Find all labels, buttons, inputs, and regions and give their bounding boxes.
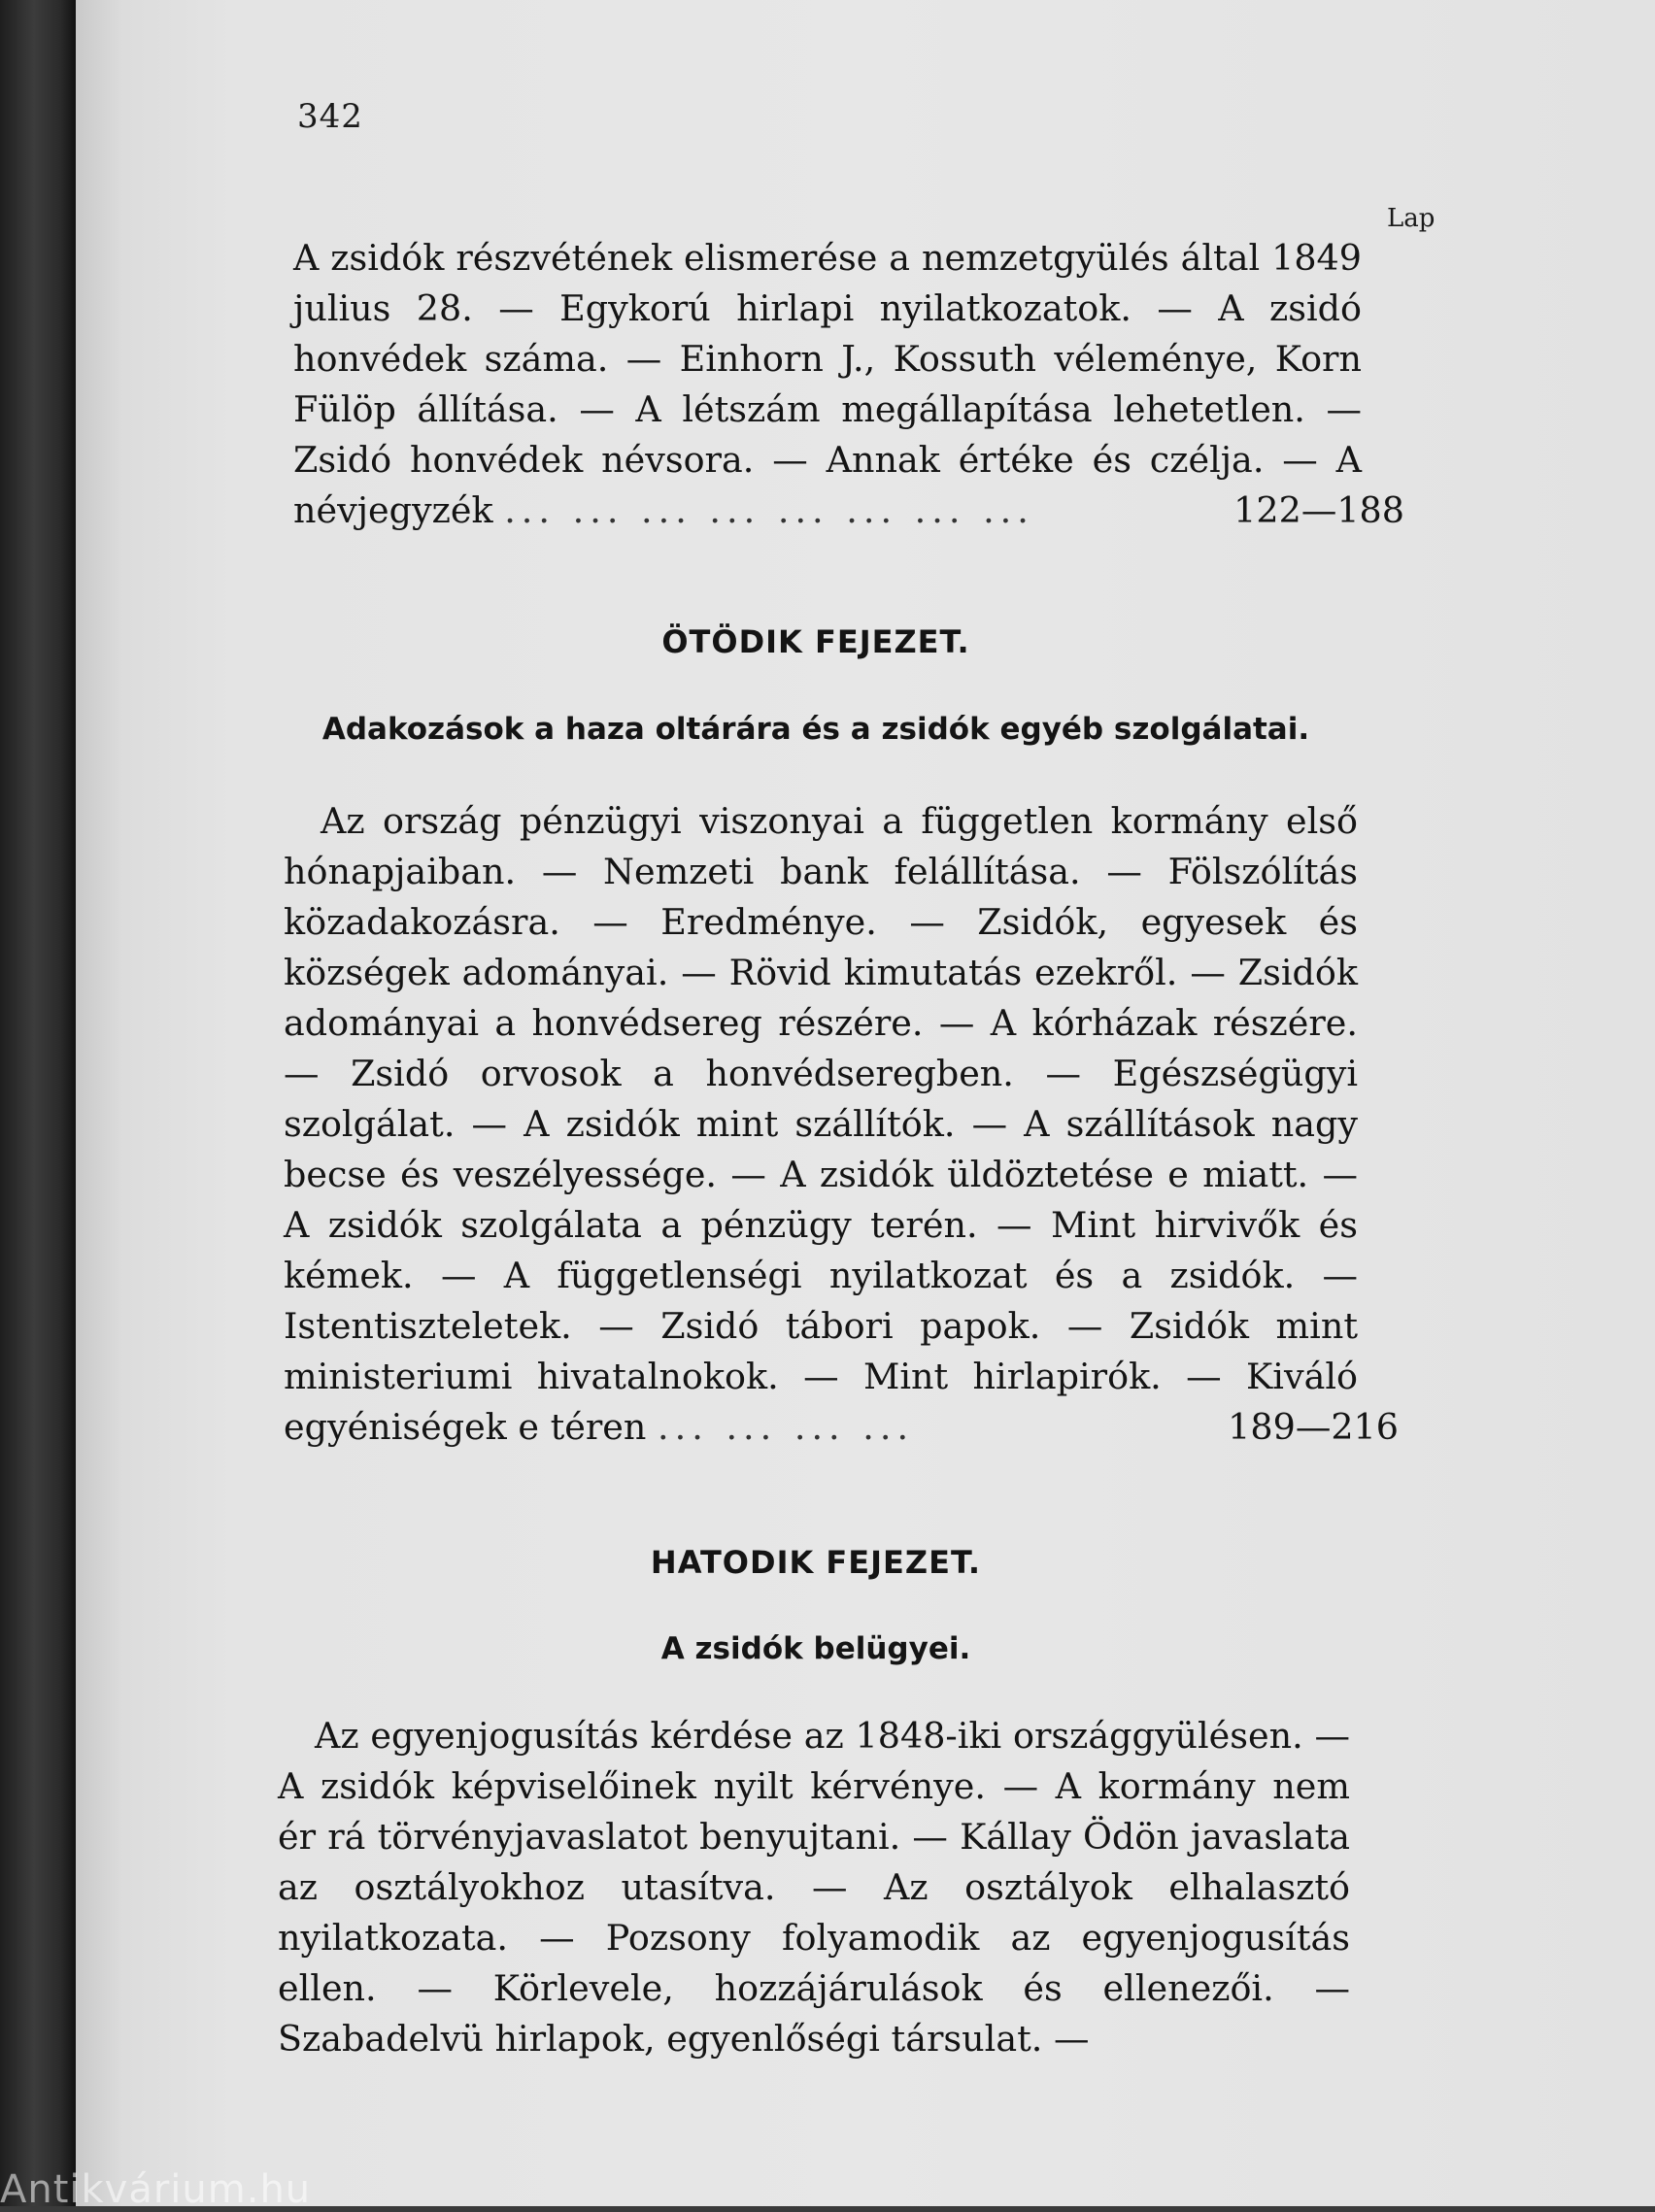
toc-entry-chapter-6-summary: [278, 1711, 1350, 2064]
lap-column-label: Lap: [1387, 204, 1435, 233]
chapter-heading-6: HATODIK FEJEZET.: [650, 1544, 982, 1581]
toc-entry-text: A zsidók részvétének elismerése a nemzetgyülés által 1849 julius 28. — Egykorú hirlapi nyilatkozatok. — A zsidó honvédek száma. — Einhorn J., Kossuth véleménye, Korn Fülöp állítása. — A létszám megállapítása lehetetlen. — Zsidó honvédek névsora. — Annak értéke és czélja. — A névjegyzék: [293, 237, 1362, 531]
chapter-title-5: Adakozások a haza oltárára és a zsidók egyéb szolgálatai.: [321, 712, 1310, 747]
toc-entry-chapter-5-summary: [284, 796, 1399, 1453]
toc-entry-text: Az egyenjogusítás kérdése az 1848-iki országgyülésen. — A zsidók képviselőinek nyilt kérvénye. — A kormány nem ér rá törvényjavaslatot benyujtani. — Kállay Ödön javaslata az osztályokhoz utasítva. — Az osztályok elhalasztó nyilatkozata. — Pozsony folyamodik az egyenjogusítás ellen. — Körlevele, hozzájárulások és ellenezői. — Szabadelvü hirlapok, egyenlőségi társulat. —: [278, 1715, 1350, 2060]
watermark: Antikvárium.hu: [0, 2167, 312, 2212]
page-range: 122—188: [1233, 489, 1404, 531]
chapter-title-6: A zsidók belügyei.: [660, 1631, 971, 1666]
page-number: 342: [297, 97, 363, 136]
dot-leaders: ... ... ... ... ... ... ... ...: [504, 489, 1034, 531]
book-spine-shadow: [0, 0, 76, 2206]
page-range: 189—216: [1228, 1406, 1399, 1448]
toc-entry-text: Az ország pénzügyi viszonyai a független kormány első hónapjaiban. — Nemzeti bank felállítása. — Fölszólítás közadakozásra. — Eredménye. — Zsidók, egyesek és községek adományai. — Rövid kimutatás ezekről. — Zsidók adományai a honvédsereg részére. — A kórházak részére. — Zsidó orvosok a honvédseregben. — Egészségügyi szolgálat. — A zsidók mint szállítók. — A szállítások nagy becse és veszélyessége. — A zsidók üldöztetése e miatt. — A zsidók szolgálata a pénzügy terén. — Mint hirvivők és kémek. — A függetlenségi nyilatkozat és a zsidók. — Istentiszteletek. — Zsidó tábori papok. — Zsidók mint ministeriumi hivatalnokok. — Mint hirlapirók. — Kiváló egyéniségek e téren: [284, 800, 1358, 1448]
toc-entry-chapter-4-summary: [293, 233, 1404, 536]
chapter-heading-5: ÖTÖDIK FEJEZET.: [661, 623, 970, 660]
dot-leaders: ... ... ... ...: [658, 1406, 915, 1448]
